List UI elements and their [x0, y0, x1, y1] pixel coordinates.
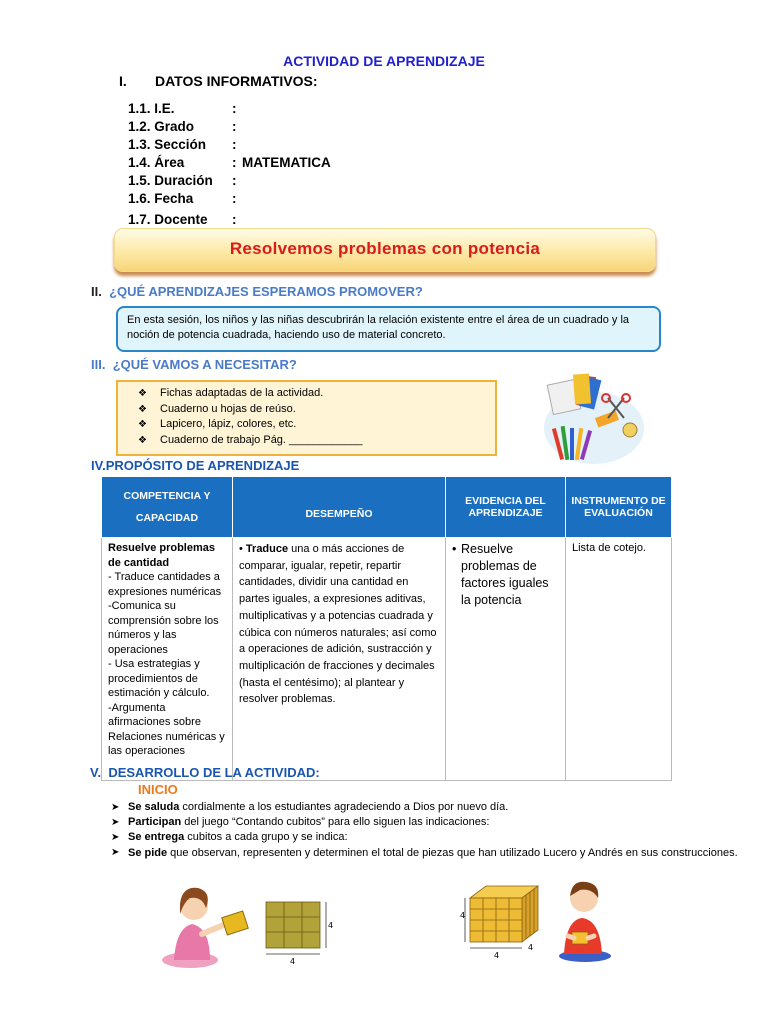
material-item: ❖ Cuaderno u hojas de reúso.	[160, 402, 495, 418]
section-desarrollo-heading: V. DESARROLLO DE LA ACTIVIDAD:	[90, 765, 320, 780]
girl-with-tiles-illustration	[160, 880, 340, 970]
inicio-heading: INICIO	[138, 782, 178, 797]
info-row-grado: 1.2. Grado :	[128, 119, 237, 134]
desempeno-cell: • Traduce una o más acciones de comparar, igualar, repetir, repartir cantidades, dividir una cantidad en partes iguales, a expresiones aditivas, multiplicativas y a potencias cuadrada y cúbica con números naturales; así como a operaciones de adición, sustracción y multiplicación de fracciones y decimales (hasta el centésimo); al plantear y resolver problemas.	[233, 538, 446, 781]
info-row-ie: 1.1. I.E. :	[128, 101, 237, 116]
info-row-duracion: 1.5. Duración :	[128, 173, 237, 188]
header-evidencia: EVIDENCIA DEL APRENDIZAJE	[446, 477, 566, 538]
material-item: ❖ Lapicero, lápiz, colores, etc.	[160, 417, 495, 433]
header-desempeno: DESEMPEÑO	[233, 477, 446, 538]
school-supplies-illustration	[538, 368, 646, 468]
materials-box	[116, 380, 497, 456]
info-row-docente: 1.7. Docente :	[128, 212, 237, 227]
arrow-bullet-icon: ➤	[111, 847, 120, 858]
cube-width-label: 4	[494, 951, 500, 960]
material-item: ❖ Fichas adaptadas de la actividad.	[160, 386, 495, 402]
session-title-banner: Resolvemos problemas con potencia	[114, 228, 656, 272]
instrumento-cell: Lista de cotejo.	[566, 538, 672, 781]
arrow-bullet-icon: ➤	[111, 832, 120, 843]
section-aprendizajes-heading: II. ¿QUÉ APRENDIZAJES ESPERAMOS PROMOVER?	[91, 284, 423, 299]
header-competencia: COMPETENCIA Y CAPACIDAD	[102, 477, 233, 538]
cube-height-label: 4	[460, 911, 466, 920]
info-row-area: 1.4. Área : MATEMATICA	[128, 155, 331, 170]
info-list	[128, 100, 331, 229]
square-height-label: 4	[328, 921, 334, 930]
info-row-seccion: 1.3. Sección :	[128, 137, 237, 152]
section-proposito-heading: IV.PROPÓSITO DE APRENDIZAJE	[91, 458, 300, 473]
section-datos-heading: I. DATOS INFORMATIVOS:	[119, 73, 318, 89]
arrow-bullet-icon: ➤	[111, 817, 120, 828]
aprendizajes-text-box: En esta sesión, los niños y las niñas descubrirán la relación existente entre el área de un cuadrado y la noción de potencia cuadrada, haciendo uso de material concreto.	[116, 306, 661, 352]
arrow-bullet-icon: ➤	[111, 802, 120, 813]
square-side-label: 4	[290, 957, 296, 966]
purpose-table	[101, 476, 672, 781]
info-row-fecha: 1.6. Fecha :	[128, 191, 237, 206]
section-necesitar-heading: III. ¿QUÉ VAMOS A NECESITAR?	[91, 357, 297, 372]
table-row	[102, 538, 672, 781]
purpose-table-header	[102, 477, 672, 538]
page-title: ACTIVIDAD DE APRENDIZAJE	[283, 53, 485, 69]
competencia-cell: Resuelve problemas de cantidad - Traduce cantidades a expresiones numéricas -Comunica su comprensión sobre los números y las operaciones - Usa estrategias y procedimientos de estimación y cálculo. -Argumenta afirmaciones sobre Relaciones numéricas y las operaciones	[102, 538, 233, 781]
header-instrumento: INSTRUMENTO DE EVALUACIÓN	[566, 477, 672, 538]
boy-with-cube-illustration	[460, 876, 630, 966]
material-item: ❖ Cuaderno de trabajo Pág. ____________	[160, 433, 495, 449]
evidencia-cell: • Resuelve problemas de factores iguales la potencia	[446, 538, 566, 781]
cube-depth-label: 4	[528, 943, 534, 952]
